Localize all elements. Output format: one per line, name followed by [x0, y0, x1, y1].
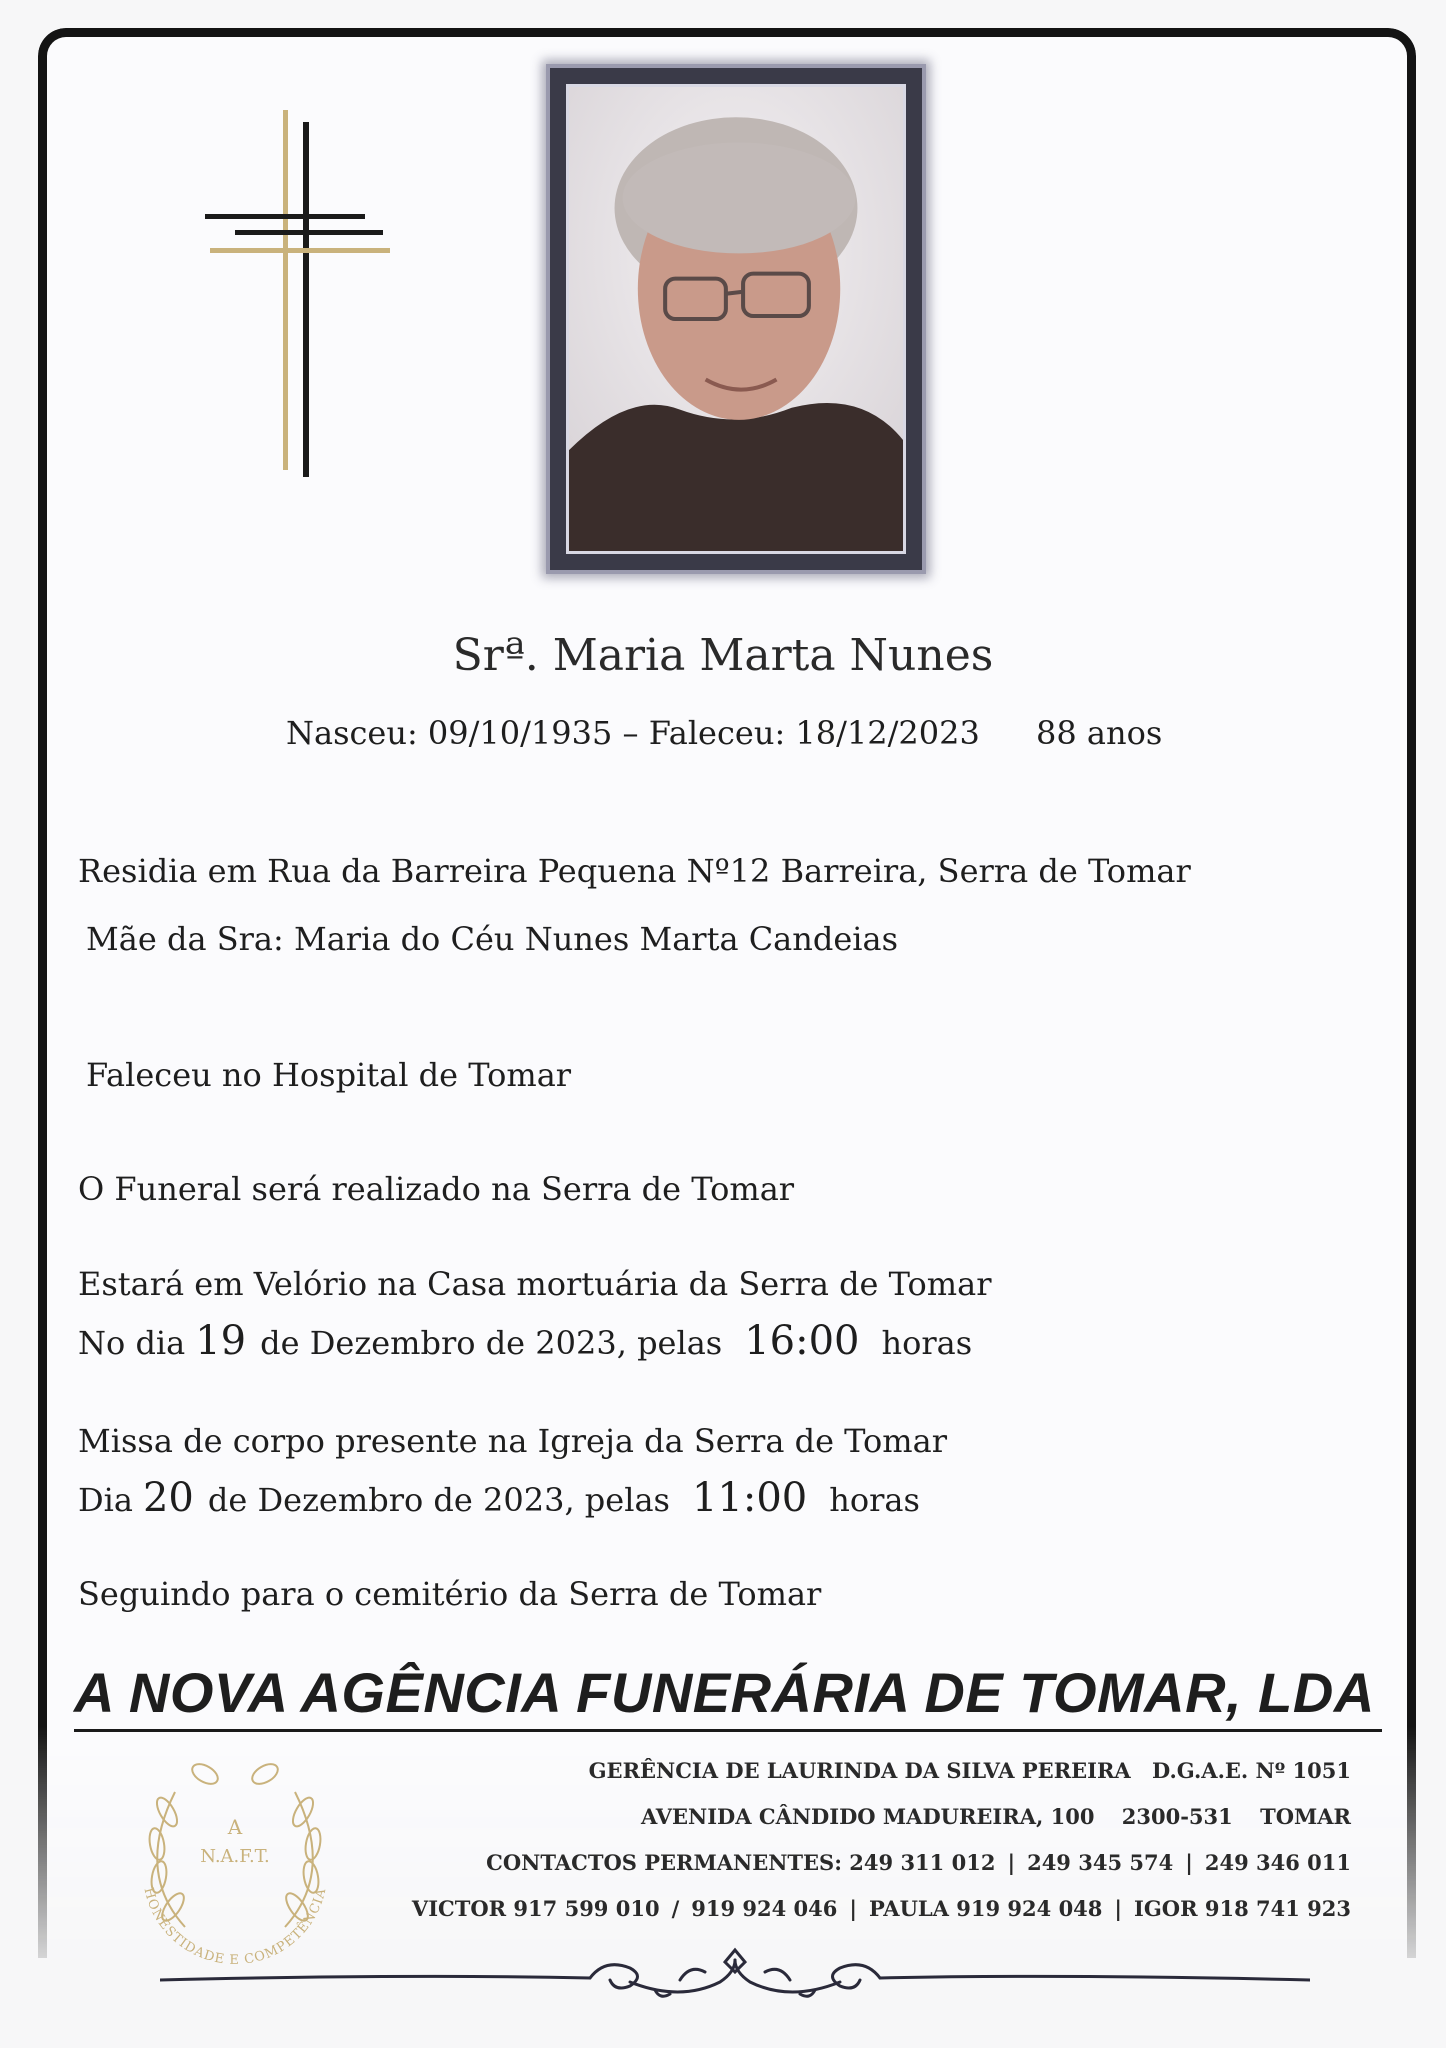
mass-time: 11:00: [691, 1475, 808, 1521]
wake-line: Estará em Velório na Casa mortuária da Serra de Tomar: [78, 1265, 992, 1303]
separator: |: [1007, 1850, 1016, 1875]
wake-time-suffix: horas: [881, 1324, 973, 1362]
staff-victor: VICTOR 917 599 010: [411, 1896, 660, 1921]
death-place-line: Faleceu no Hospital de Tomar: [86, 1056, 572, 1094]
agency-dgae: D.G.A.E. Nº 1051: [1152, 1758, 1351, 1783]
mass-day: 20: [142, 1475, 194, 1521]
agency-management-line: [589, 1758, 1351, 1783]
wake-day-prefix: No dia: [78, 1324, 186, 1362]
age: 88 anos: [1036, 714, 1163, 752]
staff-igor: IGOR 918 741 923: [1134, 1896, 1351, 1921]
agency-postal: 2300-531: [1121, 1804, 1233, 1829]
residence-line: Residia em Rua da Barreira Pequena Nº12 Barreira, Serra de Tomar: [78, 852, 1191, 890]
phone-3: 249 346 011: [1204, 1850, 1351, 1875]
agency-management: GERÊNCIA DE LAURINDA DA SILVA PEREIRA: [588, 1758, 1131, 1783]
born-date: 09/10/1935: [427, 714, 613, 752]
decorative-flourish: [160, 1942, 1310, 2012]
separator: |: [849, 1896, 858, 1921]
deceased-name: Srª. Maria Marta Nunes: [452, 630, 994, 681]
mass-day-prefix: Dia: [78, 1481, 133, 1519]
cross-icon: [205, 110, 390, 480]
wake-day: 19: [195, 1318, 247, 1364]
separator: |: [1185, 1850, 1193, 1875]
cemetery-line: Seguindo para o cemitério da Serra de Tomar: [78, 1575, 822, 1613]
wake-date-line: [78, 1318, 972, 1364]
wake-time: 16:00: [744, 1318, 860, 1364]
staff-victor-alt: 919 924 046: [691, 1896, 838, 1921]
contacts-label: CONTACTOS PERMANENTES:: [486, 1850, 842, 1875]
died-label: Faleceu:: [648, 714, 786, 752]
agency-staff-line: [412, 1896, 1351, 1921]
agency-address-line: [641, 1804, 1351, 1829]
agency-name: A NOVA AGÊNCIA FUNERÁRIA DE TOMAR, LDA: [74, 1660, 1382, 1732]
died-date: 18/12/2023: [795, 714, 980, 752]
born-label: Nasceu:: [286, 714, 418, 752]
agency-city: TOMAR: [1260, 1804, 1351, 1829]
agency-address: AVENIDA CÂNDIDO MADUREIRA, 100: [640, 1804, 1095, 1829]
phone-2: 249 345 574: [1027, 1850, 1174, 1875]
mother-line: Mãe da Sra: Maria do Céu Nunes Marta Candeias: [86, 920, 899, 958]
separator: |: [1114, 1896, 1123, 1921]
seal-motto: HONESTIDADE E COMPETÊNCIA: [140, 1886, 330, 1968]
mass-time-suffix: horas: [829, 1481, 920, 1519]
mass-date-line: [78, 1475, 920, 1521]
seal-abbrev: N.A.F.T.: [200, 1846, 270, 1867]
mass-date-rest: de Dezembro de 2023, pelas: [207, 1481, 670, 1519]
wake-date-rest: de Dezembro de 2023, pelas: [260, 1324, 723, 1362]
agency-contacts-line: [486, 1850, 1351, 1875]
life-dates: [286, 714, 1162, 752]
funeral-line: O Funeral será realizado na Serra de Tomar: [78, 1170, 795, 1208]
phone-1: 249 311 012: [849, 1850, 996, 1875]
mass-line: Missa de corpo presente na Igreja da Serra de Tomar: [78, 1422, 948, 1460]
staff-paula: PAULA 919 924 048: [869, 1896, 1103, 1921]
portrait-frame: [546, 64, 926, 574]
seal-letter: A: [227, 1815, 243, 1839]
date-separator: –: [622, 714, 649, 752]
portrait-photo: [566, 84, 906, 554]
separator: /: [671, 1896, 680, 1921]
